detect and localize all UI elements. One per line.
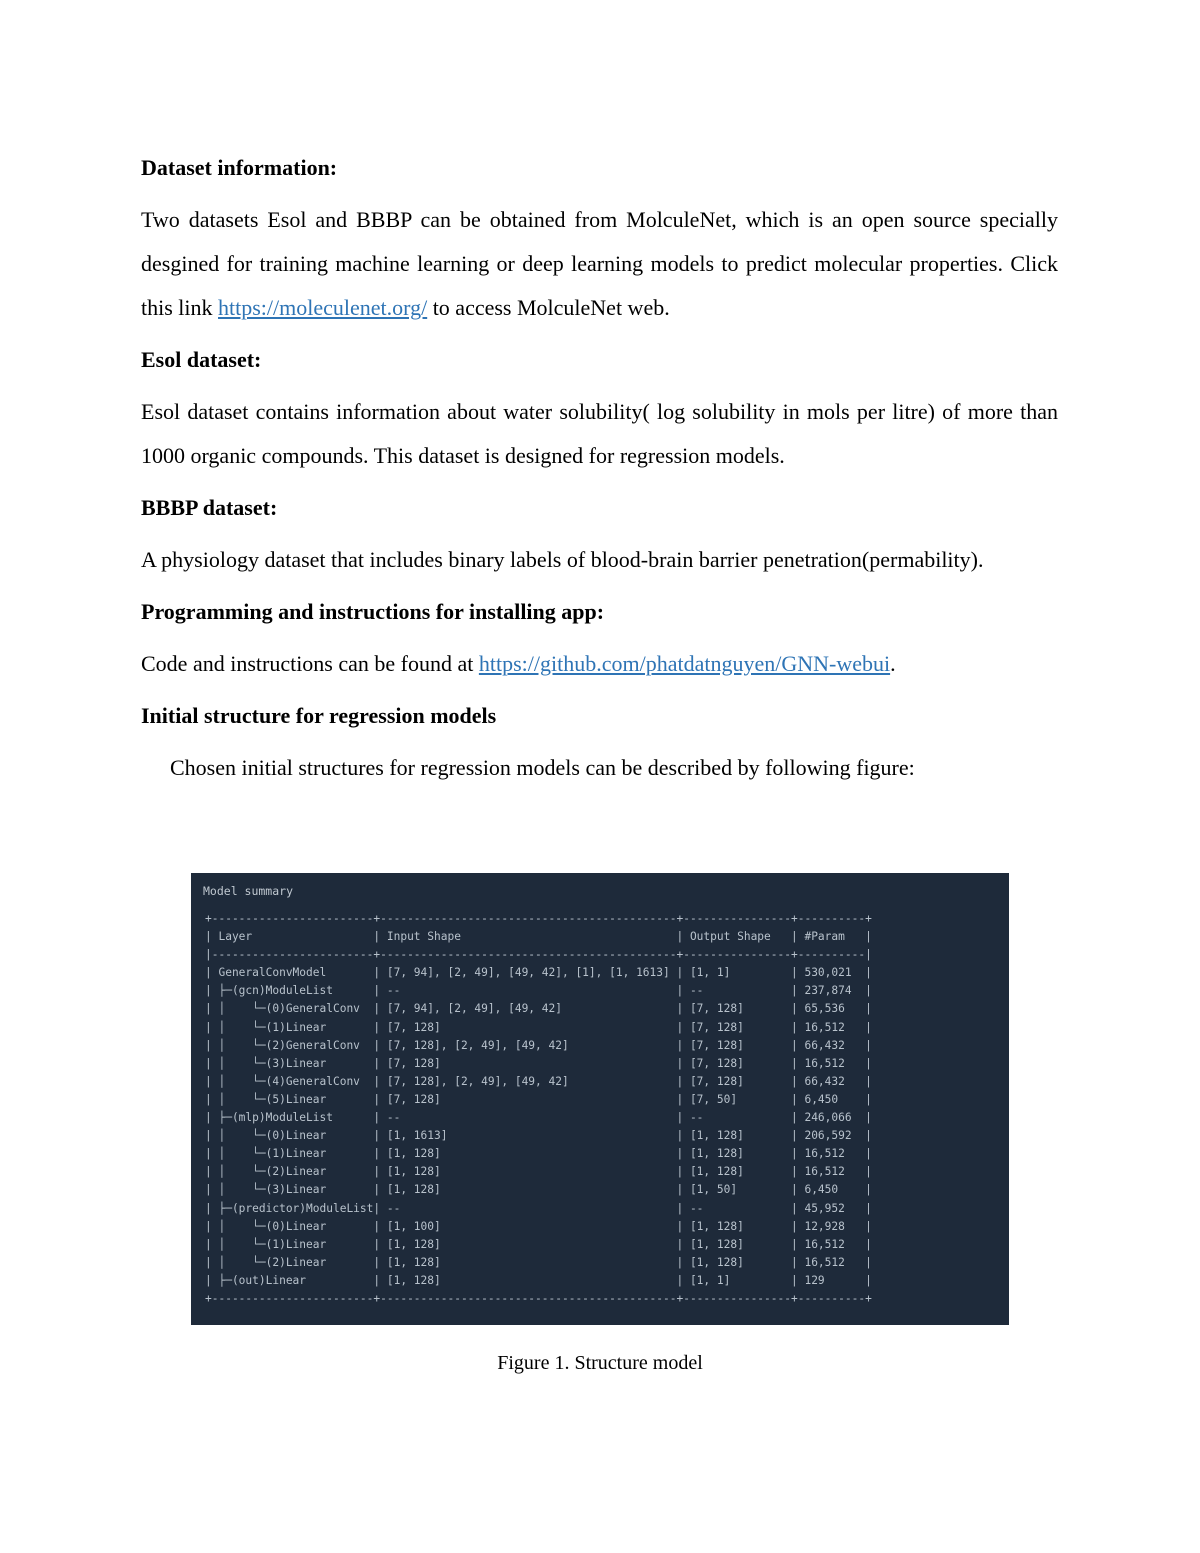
heading-bbbp-dataset: BBBP dataset: (141, 495, 278, 520)
heading-initial-structure: Initial structure for regression models (141, 703, 497, 728)
paragraph-esol-dataset: Esol dataset contains information about water solubility( log solubility in mols per litre) of more than 1000 organic compounds. This dataset is designed for regression models. (141, 399, 1058, 468)
programming-text-end: . (890, 651, 896, 676)
moleculenet-link[interactable]: https://moleculenet.org/ (218, 295, 428, 320)
github-link[interactable]: https://github.com/phatdatnguyen/GNN-webui (478, 651, 891, 676)
paragraph-bbbp-dataset: A physiology dataset that includes binary labels of blood-brain barrier penetration(permability). (141, 547, 984, 572)
programming-text: Code and instructions can be found at (141, 651, 479, 676)
heading-programming: Programming and instructions for installing app: (141, 599, 605, 624)
heading-dataset-information: Dataset information: (141, 155, 338, 180)
model-summary-figure (191, 873, 1009, 1325)
figure-caption: Figure 1. Structure model (497, 1352, 703, 1374)
paragraph-dataset-information (141, 198, 1058, 330)
model-summary-title: Model summary (203, 884, 294, 898)
document-body (141, 150, 1058, 790)
model-summary-table: +------------------------+--------------------------------------------+----------------+----------+ | Layer | Input Shape | Output Shape | #Param | |------------------------+--------------------------------------------+----------------+----------| | GeneralConvModel | [7, 94], [2, 49], [49, 42], [1], [1, 1613] | [1, 1] | 530,021 | | ├─(gcn)ModuleList | -- | -- | 237,874 | | │ └─(0)GeneralConv | [7, 94], [2, 49], [49, 42] | [7, 128] | 65,536 | | │ └─(1)Linear | [7, 128] | [7, 128] | 16,512 | | │ └─(2)GeneralConv | [7, 128], [2, 49], [49, 42] | [7, 128] | 66,432 | | │ └─(3)Linear | [7, 128] | [7, 128] | 16,512 | | │ └─(4)GeneralConv | [7, 128], [2, 49], [49, 42] | [7, 128] | 66,432 | | │ └─(5)Linear | [7, 128] | [7, 50] | 6,450 | | ├─(mlp)ModuleList | -- | -- | 246,066 | | │ └─(0)Linear | [1, 1613] | [1, 128] | 206,592 | | │ └─(1)Linear | [1, 128] | [1, 128] | 16,512 | | │ └─(2)Linear | [1, 128] | [1, 128] | 16,512 | | │ └─(3)Linear | [1, 128] | [1, 50] | 6,450 | | ├─(predictor)ModuleList| -- | -- | 45,952 | | │ └─(0)Linear | [1, 100] | [1, 128] | 12,928 | | │ └─(1)Linear | [1, 128] | [1, 128] | 16,512 | | │ └─(2)Linear | [1, 128] | [1, 128] | 16,512 | | ├─(out)Linear | [1, 128] | [1, 1] | 129 | +------------------------+--------------------------------------------+----------------+----------+ (205, 912, 872, 1305)
dataset-info-text: Two datasets Esol and BBBP can be obtained from MolculeNet, which is an open source specially desgined for training machine learning or deep learning models to predict molecular properties. Click this link (141, 207, 1058, 320)
dataset-info-text-end: to access MolculeNet web. (427, 295, 670, 320)
paragraph-initial-structure: Chosen initial structures for regression models can be described by following figure: (170, 755, 915, 780)
heading-esol-dataset: Esol dataset: (141, 347, 262, 372)
paragraph-programming (141, 642, 1058, 686)
